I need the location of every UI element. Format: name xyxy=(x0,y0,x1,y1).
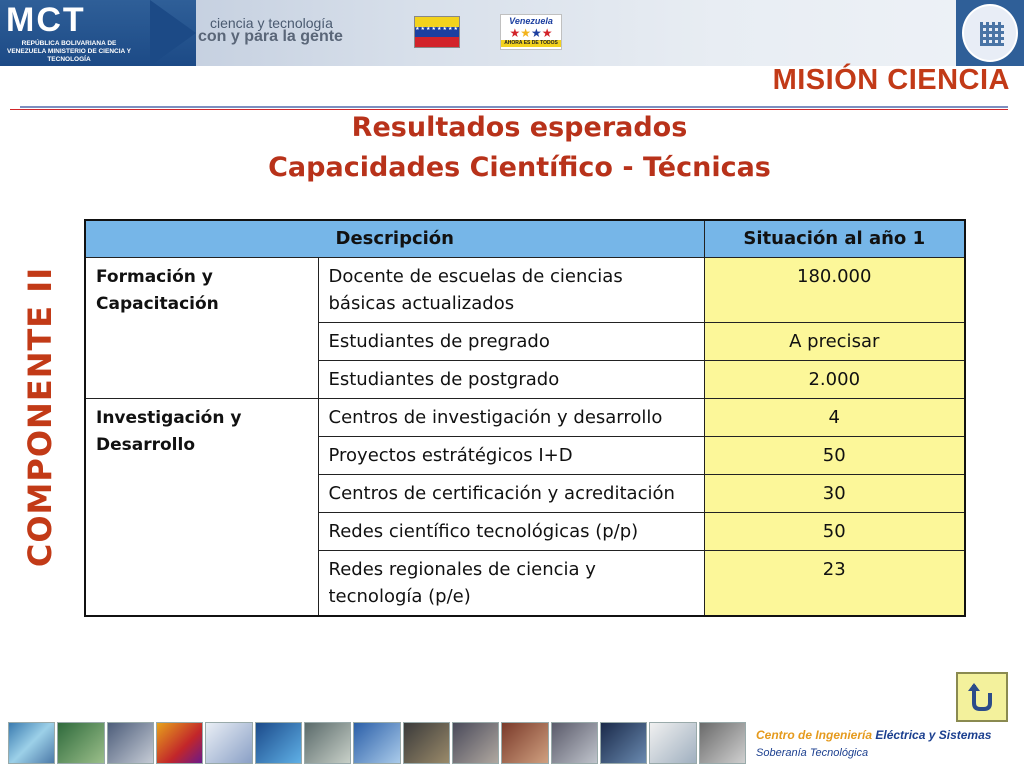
back-arrow-icon xyxy=(964,679,1000,715)
header-situation: Situación al año 1 xyxy=(704,220,965,257)
back-button[interactable] xyxy=(956,672,1008,722)
lab-photo-thumbnail xyxy=(156,722,203,764)
page-title: Resultados esperados xyxy=(351,112,688,143)
footer-center-name-b: Eléctrica y Sistemas xyxy=(875,728,992,742)
vzla-logo-title: Venezuela xyxy=(509,16,553,26)
row-description: Estudiantes de pregrado xyxy=(318,322,704,360)
table-header-row xyxy=(85,220,965,257)
page-subtitle: Capacidades Científico - Técnicas xyxy=(268,152,771,183)
row-description: Proyectos estrátégicos I+D xyxy=(318,436,704,474)
row-value: 2.000 xyxy=(704,360,965,398)
lab-photo-thumbnail xyxy=(501,722,548,764)
row-value: 180.000 xyxy=(704,257,965,322)
componente-text: COMPONENTE II xyxy=(21,266,59,568)
foundation-seal-logo xyxy=(956,0,1024,66)
lab-photo-thumbnail xyxy=(600,722,647,764)
footer-center-name-a: Centro de Ingeniería xyxy=(756,728,876,742)
category-formacion: Formación y Capacitación xyxy=(85,257,318,398)
row-value: 50 xyxy=(704,512,965,550)
table-row xyxy=(85,257,965,322)
footer-tagline: Soberanía Tecnológica xyxy=(756,747,869,759)
venezuela-flag-icon: ★★★★★★★★ xyxy=(414,16,460,48)
results-table xyxy=(84,219,966,617)
lab-photo-thumbnail xyxy=(205,722,252,764)
lab-photo-thumbnail xyxy=(107,722,154,764)
row-value: 4 xyxy=(704,398,965,436)
header-divider xyxy=(20,106,1008,108)
lab-photo-thumbnail xyxy=(551,722,598,764)
slogan-line2: con y para la gente xyxy=(198,28,343,45)
row-description: Centros de investigación y desarrollo xyxy=(318,398,704,436)
table-row xyxy=(85,398,965,436)
bottom-image-strip xyxy=(8,722,746,764)
row-value: 30 xyxy=(704,474,965,512)
row-description: Redes regionales de ciencia y tecnología (p/e) xyxy=(318,550,704,616)
lab-photo-thumbnail xyxy=(255,722,302,764)
lab-photo-thumbnail xyxy=(353,722,400,764)
componente-label xyxy=(20,246,60,588)
lab-photo-thumbnail xyxy=(57,722,104,764)
row-value: A precisar xyxy=(704,322,965,360)
row-description: Redes científico tecnológicas (p/p) xyxy=(318,512,704,550)
row-value: 50 xyxy=(704,436,965,474)
vzla-logo-subtitle: AHORA ES DE TODOS xyxy=(501,40,561,47)
lab-photo-thumbnail xyxy=(452,722,499,764)
lab-photo-thumbnail xyxy=(649,722,696,764)
mct-logo: MCT xyxy=(6,1,86,39)
footer-center-name xyxy=(756,728,991,742)
vzla-stars-icon: ★★★★ xyxy=(509,26,553,40)
lab-photo-thumbnail xyxy=(304,722,351,764)
slogan-line1: ciencia y tecnología xyxy=(210,15,333,31)
category-investigacion: Investigación y Desarrollo xyxy=(85,398,318,616)
mct-logo-subtitle: REPÚBLICA BOLIVARIANA DE VENEZUELA MINISTERIO DE CIENCIA Y TECNOLOGÍA xyxy=(7,40,131,63)
header-description: Descripción xyxy=(85,220,704,257)
row-description: Centros de certificación y acreditación xyxy=(318,474,704,512)
venezuela-ahora-logo xyxy=(500,14,562,50)
lab-photo-thumbnail xyxy=(403,722,450,764)
mision-ciencia-heading: MISIÓN CIENCIA xyxy=(772,64,1010,96)
top-banner xyxy=(0,0,1024,66)
header-divider-accent xyxy=(10,109,1008,110)
row-description: Docente de escuelas de ciencias básicas actualizados xyxy=(318,257,704,322)
row-value: 23 xyxy=(704,550,965,616)
lab-photo-thumbnail xyxy=(699,722,746,764)
lab-photo-thumbnail xyxy=(8,722,55,764)
banner-arrow-shape xyxy=(150,0,196,66)
row-description: Estudiantes de postgrado xyxy=(318,360,704,398)
